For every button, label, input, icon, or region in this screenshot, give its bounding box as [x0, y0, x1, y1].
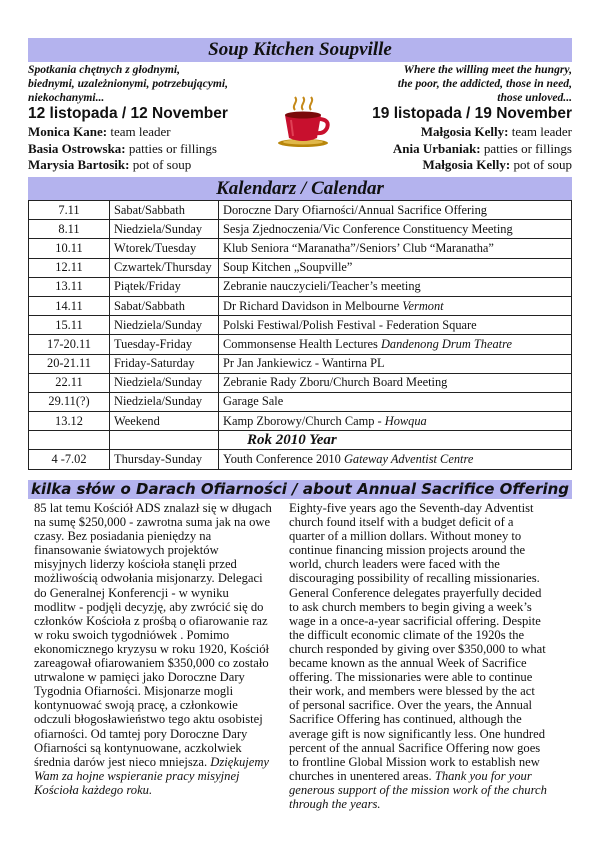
calendar-day: Tuesday-Friday: [110, 335, 219, 354]
calendar-event: Doroczne Dary Ofiarności/Annual Sacrifice Offering: [219, 201, 572, 220]
calendar-day: Niedziela/Sunday: [110, 220, 219, 239]
calendar-day: Niedziela/Sunday: [110, 316, 219, 335]
soup-kitchen-title: Soup Kitchen Soupville: [28, 38, 572, 62]
calendar-date: [29, 431, 110, 450]
calendar-event: Rok 2010 Year: [219, 431, 572, 450]
calendar-row: [29, 392, 572, 411]
calendar-date: 29.11(?): [29, 392, 110, 411]
calendar-day: [110, 431, 219, 450]
calendar-row: [29, 277, 572, 296]
calendar-date: 7.11: [29, 201, 110, 220]
calendar-place: Vermont: [402, 298, 444, 313]
calendar-date: 14.11: [29, 296, 110, 315]
team-left: [28, 124, 217, 174]
calendar-place: Howqua: [384, 413, 427, 428]
calendar-day: Weekend: [110, 412, 219, 431]
date-left: 12 listopada / 12 November: [28, 105, 228, 122]
calendar-date: 4 -7.02: [29, 450, 110, 469]
calendar-day: Sabat/Sabbath: [110, 201, 219, 220]
calendar-event: Sesja Zjednoczenia/Vic Conference Constituency Meeting: [219, 220, 572, 239]
calendar-event: Klub Seniora “Maranatha”/Seniors’ Club “Maranatha”: [219, 239, 572, 258]
calendar-row: [29, 335, 572, 354]
calendar-date: 13.11: [29, 277, 110, 296]
intro-polish: Spotkania chętnych z głodnymi, biednymi, uzależnionymi, potrzebującymi, niekochanymi...: [28, 63, 228, 104]
intro-english: Where the willing meet the hungry, the poor, the addicted, those in need, those unloved...: [397, 63, 572, 104]
calendar-day: Thursday-Sunday: [110, 450, 219, 469]
calendar-row: [29, 354, 572, 373]
role-line: Małgosia Kelly: pot of soup: [422, 157, 572, 172]
calendar-table: [28, 200, 572, 470]
calendar-day: Niedziela/Sunday: [110, 373, 219, 392]
calendar-day: Sabat/Sabbath: [110, 296, 219, 315]
calendar-row: [29, 220, 572, 239]
calendar-date: 13.12: [29, 412, 110, 431]
calendar-event: Zebranie Rady Zboru/Church Board Meeting: [219, 373, 572, 392]
role-line: Małgosia Kelly: team leader: [420, 124, 572, 139]
calendar-date: 15.11: [29, 316, 110, 335]
offering-title: kilka słów o Darach Ofiarności / about Annual Sacrifice Offering: [28, 480, 572, 499]
calendar-date: 12.11: [29, 258, 110, 277]
calendar-row: [29, 412, 572, 431]
calendar-date: 20-21.11: [29, 354, 110, 373]
calendar-event: Zebranie nauczycieli/Teacher’s meeting: [219, 277, 572, 296]
role-line: Monica Kane: team leader: [28, 124, 171, 139]
role-line: Ania Urbaniak: patties or fillings: [392, 140, 572, 156]
calendar-event: Polski Festiwal/Polish Festival - Federation Square: [219, 316, 572, 335]
calendar-day: Wtorek/Tuesday: [110, 239, 219, 258]
calendar-date: 22.11: [29, 373, 110, 392]
offering-text-english: Eighty-five years ago the Seventh-day Adventist church found itself with a budget deficit of a quarter of a million dollars. Without money to continue financing mission projects around the world, church leaders were faced with the discouraging possibility of recalling missionaries. General Conference delegates prayerfully decided to ask church members to begin giving a week’s wage in a once-a-year sacrificial offering. Despite the difficult economic climate of the 1920s the church responded by giving over $350,000 to what became known as the annual Week of Sacrifice offering. The missionaries were able to continue their work, and members were blessed by the act of personal sacrifice. Over the years, the Annual Sacrifice Offering has continued, although the average gift is now significantly less. One hundred percent of the annual Sacrifice Offering now goes to frontline Global Mission work to establish new churches in unentered areas. Thank you for your generous support of the mission work of the church through the years.: [289, 501, 547, 811]
calendar-title: Kalendarz / Calendar: [28, 177, 572, 200]
thanks-polish: Dziękujemy Wam za hojne wspieranie pracy misyjnej Kościoła każdego roku.: [34, 754, 270, 797]
calendar-event: Commonsense Health Lectures Dandenong Drum Theatre: [219, 335, 572, 354]
calendar-row: [29, 431, 572, 450]
role-line: Marysia Bartosik: pot of soup: [28, 157, 192, 172]
calendar-day: Friday-Saturday: [110, 354, 219, 373]
calendar-event: Soup Kitchen „Soupville”: [219, 258, 572, 277]
calendar-place: Dandenong Drum Theatre: [380, 336, 512, 351]
thanks-english: Thank you for your generous support of the mission work of the church through the years.: [289, 768, 547, 811]
offering-text-polish: 85 lat temu Kościół ADS znalazł się w długach na sumę $250,000 - zawrotna suma jak na owe czasy. Bez posiadania pieniędzy na finansowanie światowych projektów misyjnych liderzy kościoła stanęli przed możliwością odwołania misjonarzy. Delegaci do Generalnej Konferencji - w wyniku modlitw - podjęli decyzję, aby zwrócić się do członków Kościoła z prośbą o ofiarowanie raz w roku swoich tygodniówek . Pomimo ekonomicznego kryzysu w roku 1920, Kościół zareagował ofiarowaniem $350,000 co zostało utrwalone w pamięci jako Doroczne Dary Tygodnia Ofiarności. Misjonarze mogli kontynuować swoją pracę, a członkowie odczuli błogosławieństwo tego aktu osobistej ofiarności. Od tamtej pory Doroczne Dary Ofiarności są kontynuowane, aczkolwiek średnia darów jest nieco mniejsza. Dziękujemy Wam za hojne wspieranie pracy misyjnej Kościoła każdego roku.: [34, 501, 272, 797]
calendar-row: [29, 258, 572, 277]
calendar-day: Czwartek/Thursday: [110, 258, 219, 277]
calendar-row: [29, 373, 572, 392]
calendar-event: Dr Richard Davidson in Melbourne Vermont: [219, 296, 572, 315]
calendar-row: [29, 201, 572, 220]
calendar-event: Pr Jan Jankiewicz - Wantirna PL: [219, 354, 572, 373]
calendar-event: Youth Conference 2010 Gateway Adventist Centre: [219, 450, 572, 469]
calendar-date: 17-20.11: [29, 335, 110, 354]
calendar-place: Gateway Adventist Centre: [343, 452, 474, 467]
calendar-row: [29, 296, 572, 315]
calendar-date: 8.11: [29, 220, 110, 239]
calendar-event: Kamp Zborowy/Church Camp - Howqua: [219, 412, 572, 431]
calendar-event: Garage Sale: [219, 392, 572, 411]
team-right: [393, 124, 572, 174]
calendar-row: [29, 316, 572, 335]
calendar-day: Niedziela/Sunday: [110, 392, 219, 411]
coffee-cup-icon: [273, 96, 333, 148]
date-right: 19 listopada / 19 November: [372, 105, 572, 122]
calendar-day: Piątek/Friday: [110, 277, 219, 296]
calendar-row: [29, 239, 572, 258]
role-line: Basia Ostrowska: patties or fillings: [28, 140, 217, 156]
calendar-date: 10.11: [29, 239, 110, 258]
calendar-row: [29, 450, 572, 469]
